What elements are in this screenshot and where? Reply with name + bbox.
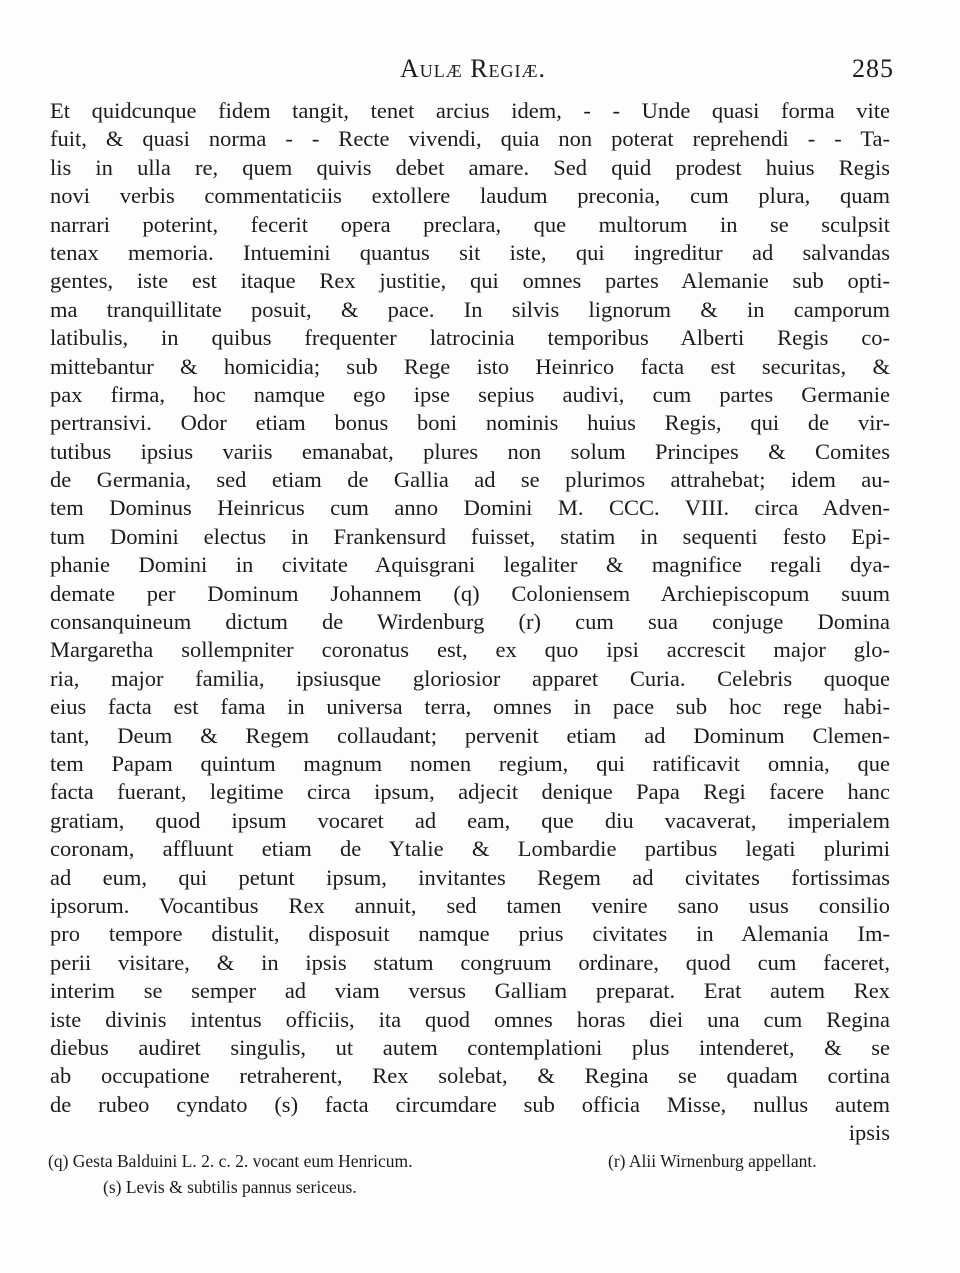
text-line: gratiam, quod ipsum vocaret ad eam, que diu vacaverat, imperialem xyxy=(50,807,890,833)
text-line: tem Papam quintum magnum nomen regium, qui ratificavit omnia, que xyxy=(50,750,890,776)
text-line: tutibus ipsius variis emanabat, plures non solum Principes & Comites xyxy=(50,438,890,464)
text-line: mittebantur & homicidia; sub Rege isto Heinrico facta est securitas, & xyxy=(50,353,890,379)
text-line: ria, major familia, ipsiusque gloriosior apparet Curia. Celebris quoque xyxy=(50,665,890,691)
text-line: latibulis, in quibus frequenter latrocinia temporibus Alberti Regis co- xyxy=(50,325,890,351)
text-line: ma tranquillitate posuit, & pace. In silvis lignorum & in camporum xyxy=(50,296,890,322)
text-line: ipsorum. Vocantibus Rex annuit, sed tamen venire sano usus consilio xyxy=(50,892,890,918)
text-line: phanie Domini in civitate Aquisgrani legaliter & magnifice regali dya- xyxy=(50,552,890,578)
text-line: pax firma, hoc namque ego ipse sepius audivi, cum partes Germanie xyxy=(50,381,890,407)
text-line: tem Dominus Heinricus cum anno Domini M. CCC. VIII. circa Adven- xyxy=(50,495,890,521)
text-line: eius facta est fama in universa terra, omnes in pace sub hoc rege habi- xyxy=(50,694,890,720)
text-line: de rubeo cyndato (s) facta circumdare sub officia Misse, nullus autem xyxy=(50,1091,890,1117)
footnote-s: (s) Levis & subtilis pannus sericeus. xyxy=(103,1177,357,1197)
text-line: ipsis xyxy=(848,1120,890,1146)
footnote-r: (r) Alii Wirnenburg appellant. xyxy=(608,1151,817,1171)
text-line: lis in ulla re, quem quivis debet amare. Sed quid prodest huius Regis xyxy=(50,154,890,180)
text-line: interim se semper ad viam versus Galliam preparat. Erat autem Rex xyxy=(50,978,890,1004)
text-line: tum Domini electus in Frankensurd fuisset, statim in sequenti festo Epi- xyxy=(50,523,890,549)
text-line: de Germania, sed etiam de Gallia ad se plurimos attrahebat; idem au- xyxy=(50,467,890,493)
page-number: 285 xyxy=(852,54,894,83)
text-line: Margaretha sollempniter coronatus est, ex quo ipsi accrescit major glo- xyxy=(50,637,890,663)
text-line: pro tempore distulit, disposuit namque prius civitates in Alemania Im- xyxy=(50,921,890,947)
footnotes xyxy=(48,1148,884,1200)
text-line: Et quidcunque fidem tangit, tenet arcius idem, - - Unde quasi forma vite xyxy=(50,98,890,123)
text-line: tant, Deum & Regem collaudant; pervenit etiam ad Dominum Clemen- xyxy=(50,722,890,748)
footnote-row xyxy=(48,1148,884,1174)
text-line: coronam, affluunt etiam de Ytalie & Lombardie partibus legati plurimi xyxy=(50,836,890,862)
text-line: facta fuerant, legitime circa ipsum, adjecit denique Papa Regi facere hanc xyxy=(50,779,890,805)
text-line: iste divinis intentus officiis, ita quod omnes horas diei una cum Regina xyxy=(50,1006,890,1032)
page-header xyxy=(52,54,894,88)
text-line: novi verbis commentaticiis extollere laudum preconia, cum plura, quam xyxy=(50,183,890,209)
text-line: diebus audiret singulis, ut autem contemplationi plus intenderet, & se xyxy=(50,1034,890,1060)
text-line: perii visitare, & in ipsis statum congruum ordinare, quod cum faceret, xyxy=(50,949,890,975)
text-line: pertransivi. Odor etiam bonus boni nominis huius Regis, qui de vir- xyxy=(50,410,890,436)
text-line: ad eum, qui petunt ipsum, invitantes Regem ad civitates fortissimas xyxy=(50,864,890,890)
text-line: narrari poterint, fecerit opera preclara, que multorum in se sculpsit xyxy=(50,211,890,237)
main-text xyxy=(50,97,890,1147)
text-line: gentes, iste est itaque Rex justitie, qui omnes partes Alemanie sub opti- xyxy=(50,268,890,294)
text-line: ab occupatione retraherent, Rex solebat, & Regina se quadam cortina xyxy=(50,1063,890,1089)
running-title: Aulæ Regiæ. xyxy=(399,54,547,83)
text-line: tenax memoria. Intuemini quantus sit iste, qui ingreditur ad salvandas xyxy=(50,239,890,265)
text-line: consanquineum dictum de Wirdenburg (r) cum sua conjuge Domina xyxy=(50,609,890,635)
text-line: fuit, & quasi norma - - Recte vivendi, quia non poterat reprehendi - - Ta- xyxy=(50,126,890,152)
text-line: demate per Dominum Johannem (q) Coloniensem Archiepiscopum suum xyxy=(50,580,890,606)
footnote-q: (q) Gesta Balduini L. 2. c. 2. vocant eum Henricum. xyxy=(48,1151,413,1171)
